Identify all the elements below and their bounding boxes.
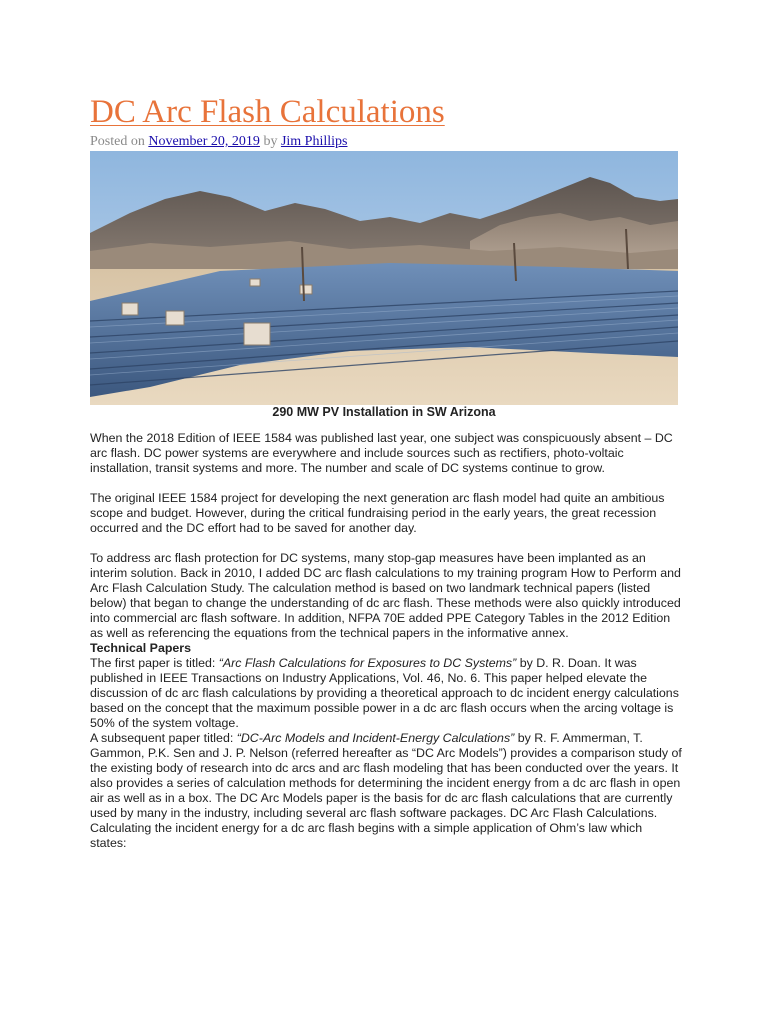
paper-one-title: “Arc Flash Calculations for Exposures to DC Systems”	[218, 656, 517, 670]
author-link[interactable]: Jim Phillips	[280, 134, 348, 149]
intro-paragraph: When the 2018 Edition of IEEE 1584 was published last year, one subject was conspicuously absent – DC arc flash. DC power systems are everywhere and include sources such as rectifiers, photo-voltaic installation, transit systems and more. The number and scale of DC systems continue to grow.	[90, 431, 673, 475]
post-date-link[interactable]: November 20, 2019	[148, 134, 260, 149]
paper-two-title: “DC-Arc Models and Incident-Energy Calculations”	[236, 731, 515, 745]
background-paragraph: The original IEEE 1584 project for developing the next generation arc flash model had quite an ambitious scope and budget. However, during the critical fundraising period in the early years, the great recession occurred and the DC effort had to be saved for another day.	[90, 491, 665, 535]
posted-on-label: Posted on	[90, 134, 145, 149]
interim-solution-paragraph: To address arc flash protection for DC systems, many stop-gap measures have been implanted as an interim solution. Back in 2010, I added DC arc flash calculations to my training program How to Perform and Arc Flash Calculation Study. The calculation method is based on two landmark technical papers (listed below) that began to change the understanding of dc arc flash. These methods were also quickly introduced into commercial arc flash software. In addition, NFPA 70E added PPE Category Tables in the 2012 Edition as well as referencing the equations from the technical papers in the informative annex.	[90, 551, 681, 640]
paper-two-text: by R. F. Ammerman, T. Gammon, P.K. Sen and J. P. Nelson (referred hereafter as “DC Arc Models”) provides a comparison study of the existing body of research into dc arcs and arc flash modeling that has been conducted over the years. It also provides a series of calculation methods for determining the incident energy from a dc arc flash in open air as well as in a box. The DC Arc Models paper is the basis for dc arc flash calculations that are currently used by many in the industry, including several arc flash software packages. DC Arc Flash Calculations.	[90, 731, 682, 820]
post-meta	[90, 134, 347, 150]
paper-one-lead: The first paper is titled:	[90, 656, 219, 670]
article-body	[90, 431, 682, 851]
paper-two-paragraph	[90, 731, 682, 821]
article-title[interactable]: DC Arc Flash Calculations	[90, 94, 445, 130]
ohms-law-paragraph: Calculating the incident energy for a dc arc flash begins with a simple application of Ohm’s law which states:	[90, 821, 643, 850]
paper-one-paragraph	[90, 656, 682, 731]
paper-two-lead: A subsequent paper titled:	[90, 731, 237, 745]
by-label: by	[263, 134, 278, 149]
paper-one-text: by D. R. Doan. It was published in IEEE Transactions on Industry Applications, Vol. 46, No. 6. This paper helped elevate the discussion of dc arc flash calculations by providing a theoretical approach to dc incident energy calculations based on the concept that the maximum possible power in a dc arc flash occurs when the arcing voltage is 50% of the system voltage.	[90, 656, 679, 730]
image-caption: 290 MW PV Installation in SW Arizona	[272, 405, 496, 419]
solar-installation-photo	[90, 151, 678, 405]
technical-papers-heading: Technical Papers	[90, 641, 192, 655]
